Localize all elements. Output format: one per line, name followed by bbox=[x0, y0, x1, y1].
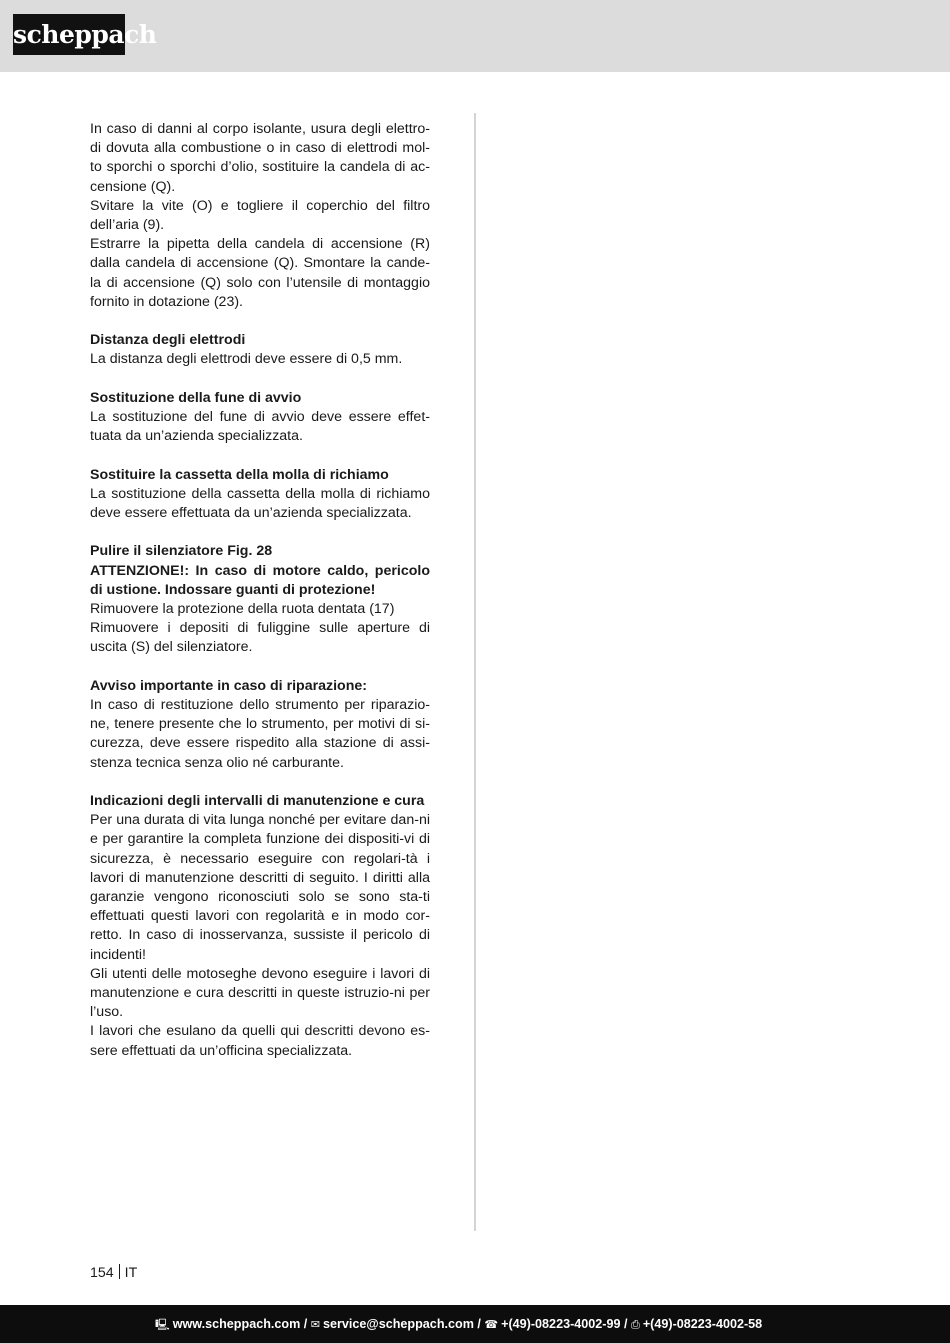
column-divider bbox=[474, 113, 476, 1231]
spring-text: La sostituzione della cassetta della molla di richiamo deve essere effettuata da un’azienda specializzata. bbox=[90, 485, 430, 522]
repair-text: In caso di restituzione dello strumento per riparazio-ne, tenere presente che lo strumento, per motivi di si-curezza, deve essere rispedito alla stazione di assi-stenza tecnica senza olio né carburante. bbox=[90, 697, 430, 771]
maintenance-paragraph-2: Gli utenti delle motoseghe devono eseguire i lavori di manutenzione e cura descritti in queste istruzio-ni per l’uso. bbox=[90, 965, 430, 1021]
footer-separator: / bbox=[303, 1317, 308, 1331]
muffler-heading: Pulire il silenziatore Fig. 28 bbox=[90, 543, 273, 560]
website-link[interactable]: www.scheppach.com bbox=[172, 1317, 301, 1331]
telephone-icon: ☎ bbox=[484, 1319, 499, 1331]
phone-number[interactable]: +(49)-08223-4002-99 bbox=[501, 1317, 621, 1331]
muffler-step-2: Rimuovere i depositi di fuliggine sulle aperture di uscita (S) del silenziatore. bbox=[90, 620, 430, 656]
footer-separator: / bbox=[624, 1317, 628, 1331]
email-link[interactable]: service@scheppach.com bbox=[323, 1317, 474, 1331]
page-number-value: 154 bbox=[90, 1265, 114, 1281]
repair-heading: Avviso importante in caso di riparazione: bbox=[90, 677, 367, 694]
spring-heading: Sostituire la cassetta della molla di richiamo bbox=[90, 466, 389, 483]
footer-bar bbox=[0, 1305, 950, 1343]
intro-paragraph-1: In caso di danni al corpo isolante, usura degli elettro-di dovuta alla combustione o in caso di elettrodi mol-to sporchi o sporchi d’olio, sostituire la candela di ac-censione (Q). bbox=[90, 121, 430, 195]
footer-contacts bbox=[155, 1305, 762, 1343]
maintenance-paragraph-3: I lavori che esulano da quelli qui descritti devono es-sere effettuati da un’officina specializzata. bbox=[90, 1023, 430, 1059]
maintenance-paragraph-1: Per una durata di vita lunga nonché per evitare dan-ni e per garantire la completa funzione dei dispositi-vi di sicurezza, è necessario eseguire con regolari-tà i lavori di manutenzione descritti di seguito. I diritti alla garanzie vengono riconosciuti solo se sono sta-ti effettuati questi lavori con regolarità e in modo cor-retto. In caso di inosservanza, sussiste il pericolo di incidenti! bbox=[90, 812, 430, 963]
rope-text: La sostituzione del fune di avvio deve essere effet-tuata da un’azienda specializzata. bbox=[90, 409, 430, 445]
warning-label: ATTENZIONE! bbox=[90, 562, 185, 579]
fax-number[interactable]: +(49)-08223-4002-58 bbox=[642, 1317, 763, 1331]
electrode-text: La distanza degli elettrodi deve essere di 0,5 mm. bbox=[90, 351, 403, 368]
electrode-heading: Distanza degli elettrodi bbox=[90, 332, 246, 349]
header-bar bbox=[0, 0, 950, 72]
rope-heading: Sostituzione della fune di avvio bbox=[90, 389, 302, 406]
page-language: IT bbox=[124, 1265, 138, 1281]
warning-text: : In caso di motore caldo, pericolo di ustione. Indossare guanti di protezione! bbox=[90, 562, 430, 598]
muffler-warning bbox=[90, 562, 430, 600]
maintenance-heading: Indicazioni degli intervalli di manutenzione e cura bbox=[90, 793, 425, 810]
fax-icon: ⎙ bbox=[631, 1319, 640, 1331]
intro-paragraph-2: Svitare la vite (O) e togliere il coperchio del filtro dell’aria (9). bbox=[90, 197, 430, 234]
computer-icon: 🖳 bbox=[155, 1319, 170, 1331]
page-number-separator bbox=[119, 1264, 120, 1279]
brand-logo: scheppach bbox=[13, 14, 125, 55]
footer-separator: / bbox=[477, 1317, 481, 1331]
intro-paragraph-3: Estrarre la pipetta della candela di accensione (R) dalla candela di accensione (Q). Smontare la cande-la di accensione (Q) solo con l’utensile di montaggio fornito in dotazione (23). bbox=[90, 236, 430, 310]
page-number bbox=[90, 1264, 137, 1283]
main-text-column bbox=[90, 120, 430, 1061]
envelope-icon: ✉ bbox=[310, 1319, 321, 1331]
muffler-step-1: Rimuovere la protezione della ruota dentata (17) bbox=[90, 601, 395, 618]
